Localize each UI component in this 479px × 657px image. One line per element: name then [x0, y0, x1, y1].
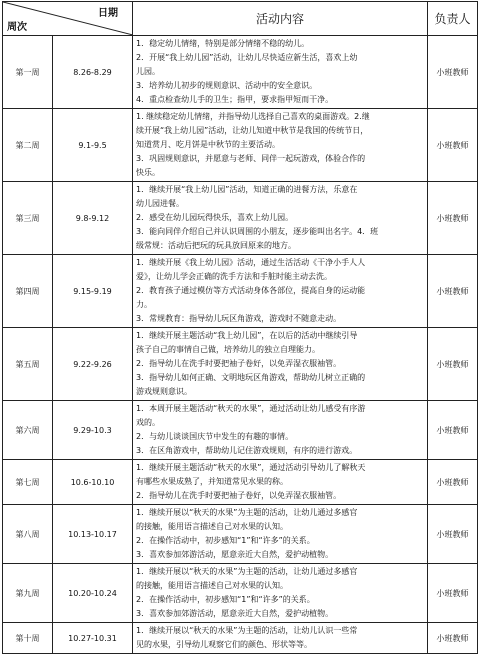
table-row	[3, 255, 478, 328]
person-in-charge-cell: 小班教师	[428, 328, 478, 401]
date-range-cell: 9.15-9.19	[53, 255, 133, 328]
week-cell: 第九周	[3, 564, 53, 623]
activity-line: 3．喜欢参加郊游活动，愿意亲近大自然，爱护动植物。	[136, 550, 334, 559]
activity-content-cell	[133, 505, 428, 564]
date-range-cell: 10.27-10.31	[53, 623, 133, 654]
activity-content-cell	[133, 623, 428, 654]
activity-line: 快乐。	[136, 168, 160, 177]
table-row	[3, 401, 478, 460]
activity-line: 1．稳定幼儿情绪，特别是部分情绪不稳的幼儿。	[136, 39, 310, 48]
activity-line: 2．开展“我上幼儿园”活动，让幼儿尽快适应新生活，喜欢上幼	[136, 53, 358, 62]
activity-line: 级常规：活动后把玩的玩具放回原来的地方。	[136, 241, 296, 250]
week-cell: 第五周	[3, 328, 53, 401]
person-in-charge-cell: 小班教师	[428, 401, 478, 460]
activity-line: 4．重点检查幼儿手的卫生；指甲，要求指甲短而干净。	[136, 95, 334, 104]
activity-line: 2．与幼儿谈谈国庆节中发生的有趣的事情。	[136, 432, 294, 441]
header-person-label: 负责人	[428, 2, 478, 36]
activity-line: 爱》，让幼儿学会正确的洗手方法和手脏时能主动去洗。	[136, 272, 332, 281]
activity-line: 有哪些水果成熟了，并知道常见水果的称。	[136, 477, 288, 486]
activity-line: 3．指导幼儿如何正确、文明地玩区角游戏，帮助幼儿树立正确的	[136, 373, 366, 382]
activity-line: 1．继续开展主题活动“秋天的水果”，通过活动引导幼儿了解秋天	[136, 463, 366, 472]
table-row	[3, 182, 478, 255]
table-row	[3, 564, 478, 623]
activity-line: 3．喜欢参加郊游活动，愿意亲近大自然，爱护动植物。	[136, 609, 334, 618]
table-row	[3, 328, 478, 401]
activity-line: 2．指导幼儿在洗手时要把袖子卷好，以免弄湿衣服袖管。	[136, 491, 342, 500]
activity-line: 3．在区角游戏中，帮助幼儿记住游戏规则，有序的进行游戏。	[136, 446, 358, 455]
week-cell: 第三周	[3, 182, 53, 255]
activity-line: 3．常规教育：指导幼儿玩区角游戏，游戏时不随意走动。	[136, 314, 342, 323]
activity-line: 1．继续开展以“秋天的水果”为主题的活动，让幼儿认识一些常	[136, 626, 358, 635]
activity-line: 1．继续开展《我上幼儿园》活动，通过生活活动《干净小手人人	[136, 258, 366, 267]
activity-line: 幼儿园进餐。	[136, 199, 184, 208]
week-cell: 第二周	[3, 109, 53, 182]
week-cell: 第十周	[3, 623, 53, 654]
activity-line: 知道赏月、吃月饼是中秋节的主要活动。	[136, 140, 280, 149]
date-range-cell: 9.1-9.5	[53, 109, 133, 182]
date-range-cell: 10.20-10.24	[53, 564, 133, 623]
activity-line: 儿园。	[136, 67, 160, 76]
activity-content-cell	[133, 255, 428, 328]
week-cell: 第四周	[3, 255, 53, 328]
activity-line: 见的水果，引导幼儿观察它们的颜色、形状等等。	[136, 640, 312, 649]
activity-line: 2．在操作活动中，初步感知“1”和“许多”的关系。	[136, 536, 315, 545]
activity-line: 戏的。	[136, 418, 160, 427]
activity-content-cell	[133, 460, 428, 505]
person-in-charge-cell: 小班教师	[428, 505, 478, 564]
week-cell: 第一周	[3, 36, 53, 109]
header-content-label: 活动内容	[133, 2, 428, 36]
date-range-cell: 8.26-8.29	[53, 36, 133, 109]
activity-line: 3．能向同伴介绍自己并认识周围的小朋友，逐步能叫出名字。4．班	[136, 227, 379, 236]
week-cell: 第八周	[3, 505, 53, 564]
person-in-charge-cell: 小班教师	[428, 182, 478, 255]
date-range-cell: 10.13-10.17	[53, 505, 133, 564]
header-row	[3, 2, 478, 36]
activity-line: 游戏规则意识。	[136, 387, 192, 396]
activity-line: 1．继续开展“我上幼儿园”活动，知道正确的进餐方法，乐意在	[136, 185, 358, 194]
table-row	[3, 623, 478, 654]
person-in-charge-cell: 小班教师	[428, 564, 478, 623]
activity-content-cell	[133, 328, 428, 401]
activity-line: 2．教育孩子通过模仿等方式活动身体各部位，提高自身的运动能	[136, 286, 366, 295]
header-week-label: 周次	[7, 22, 27, 33]
table-row	[3, 109, 478, 182]
date-range-cell: 9.8-9.12	[53, 182, 133, 255]
week-cell: 第七周	[3, 460, 53, 505]
person-in-charge-cell: 小班教师	[428, 460, 478, 505]
activity-line: 1．继续开展主题活动“我上幼儿园”，在以后的活动中继续引导	[136, 331, 358, 340]
table-row	[3, 460, 478, 505]
activity-content-cell	[133, 564, 428, 623]
activity-line: 1．继续开展以“秋天的水果”为主题的活动，让幼儿通过多感官	[136, 508, 358, 517]
activity-line: 的接触，能用语言描述自己对水果的认知。	[136, 581, 288, 590]
activity-line: 力。	[136, 300, 152, 309]
person-in-charge-cell: 小班教师	[428, 255, 478, 328]
activity-line: 的接触，能用语言描述自己对水果的认知。	[136, 522, 288, 531]
person-in-charge-cell: 小班教师	[428, 109, 478, 182]
activity-line: 1．本周开展主题活动“秋天的水果”，通过活动让幼儿感受有序游	[136, 404, 366, 413]
weekly-plan-table	[2, 1, 478, 654]
person-in-charge-cell: 小班教师	[428, 36, 478, 109]
activity-line: 1．继续开展以“秋天的水果”为主题的活动，让幼儿通过多感官	[136, 567, 358, 576]
activity-content-cell	[133, 36, 428, 109]
activity-line: 2．感受在幼儿园玩得快乐，喜欢上幼儿园。	[136, 213, 294, 222]
activity-content-cell	[133, 109, 428, 182]
activity-line: 2．指导幼儿在洗手时要把袖子卷好，以免弄湿衣服袖管。	[136, 359, 342, 368]
activity-content-cell	[133, 182, 428, 255]
date-range-cell: 10.6-10.10	[53, 460, 133, 505]
header-date-label: 日期	[98, 8, 118, 19]
person-in-charge-cell: 小班教师	[428, 623, 478, 654]
activity-content-cell	[133, 401, 428, 460]
activity-line: 3．巩固规则意识，并愿意与老师、同伴一起玩游戏，体验合作的	[136, 154, 366, 163]
activity-line: 2．在操作活动中，初步感知“1”和“许多”的关系。	[136, 595, 315, 604]
table-row	[3, 505, 478, 564]
header-diagonal-cell	[3, 2, 133, 36]
activity-line: 续开展“我上幼儿园”活动，让幼儿知道中秋节是我国的传统节日，	[136, 126, 369, 135]
week-cell: 第六周	[3, 401, 53, 460]
activity-line: 孩子自己的事情自己做，培养幼儿的独立自理能力。	[136, 345, 320, 354]
date-range-cell: 9.29-10.3	[53, 401, 133, 460]
table-row	[3, 36, 478, 109]
activity-line: 3．培养幼儿初步的规则意识、活动中的安全意识。	[136, 81, 318, 90]
activity-line: 1. 继续稳定幼儿情绪，并指导幼儿选择自己喜欢的桌面游戏。2.继	[136, 112, 370, 121]
date-range-cell: 9.22-9.26	[53, 328, 133, 401]
